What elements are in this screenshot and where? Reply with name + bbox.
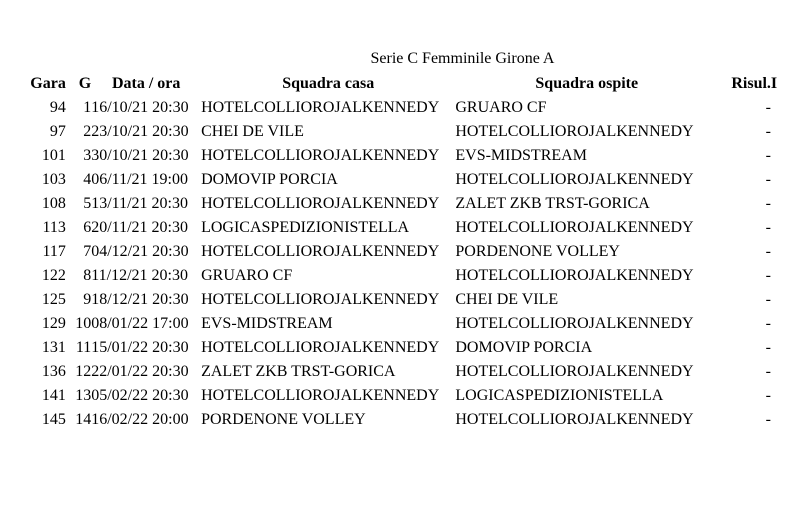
cell-squadra-casa: HOTELCOLLIOROJALKENNEDY [201,339,440,356]
header-risultato: Risul. [731,75,771,92]
fixtures-table [0,72,789,432]
cell-risultato: - [765,219,771,236]
cell-data-ora: 30/10/21 20:30 [91,147,189,164]
cell-gara: 141 [41,387,66,404]
cell-data-ora: 11/12/21 20:30 [91,267,188,284]
cell-squadra-casa: EVS-MIDSTREAM [201,315,333,332]
cell-giornata: 6 [83,219,92,236]
cell-squadra-casa: HOTELCOLLIOROJALKENNEDY [201,243,440,260]
cell-squadra-casa: HOTELCOLLIOROJALKENNEDY [201,195,440,212]
cell-data-ora: 06/11/21 19:00 [91,171,188,188]
cell-gara: 145 [41,411,66,428]
cell-squadra-casa: HOTELCOLLIOROJALKENNEDY [201,387,440,404]
page-title: Serie C Femminile Girone A [370,50,555,67]
cell-giornata: 4 [83,171,92,188]
cell-squadra-ospite: HOTELCOLLIOROJALKENNEDY [455,123,694,140]
cell-squadra-casa: CHEI DE VILE [201,123,304,140]
table-row [0,240,789,264]
cell-data-ora: 20/11/21 20:30 [91,219,188,236]
table-row [0,216,789,240]
cell-squadra-ospite: CHEI DE VILE [455,291,559,308]
cell-giornata: 1 [83,99,92,116]
cell-gara: 113 [42,219,66,236]
fixtures-body [0,96,789,432]
cell-giornata: 2 [83,123,92,140]
cell-squadra-ospite: HOTELCOLLIOROJALKENNEDY [455,363,694,380]
cell-squadra-ospite: HOTELCOLLIOROJALKENNEDY [455,267,694,284]
cell-squadra-ospite: PORDENONE VOLLEY [455,243,620,260]
cell-squadra-casa: GRUARO CF [201,267,293,284]
cell-giornata: 11 [75,339,92,356]
cell-giornata: 3 [83,147,92,164]
table-row [0,120,789,144]
cell-gara: 97 [49,123,66,140]
cell-giornata: 13 [75,387,92,404]
cell-data-ora: 22/01/22 20:30 [91,363,189,380]
cell-squadra-ospite: HOTELCOLLIOROJALKENNEDY [455,219,694,236]
cell-risultato: - [765,147,771,164]
cell-data-ora: 04/12/21 20:30 [91,243,189,260]
header-data-ora: Data / ora [111,75,181,92]
cell-squadra-ospite: LOGICASPEDIZIONISTELLA [455,387,664,404]
header-giornata: G [78,75,92,92]
cell-risultato: - [765,291,771,308]
cell-risultato: - [765,339,771,356]
cell-gara: 129 [41,315,66,332]
cell-gara: 94 [49,99,66,116]
table-row [0,288,789,312]
cell-squadra-casa: DOMOVIP PORCIA [201,171,338,188]
cell-risultato: - [765,243,771,260]
cell-risultato: - [765,171,771,188]
cell-squadra-casa: HOTELCOLLIOROJALKENNEDY [201,147,440,164]
cell-data-ora: 16/10/21 20:30 [91,99,189,116]
cell-data-ora: 23/10/21 20:30 [91,123,189,140]
cell-risultato: - [765,267,771,284]
cell-squadra-ospite: GRUARO CF [455,99,547,116]
cell-risultato: - [765,315,771,332]
cell-giornata: 12 [75,363,92,380]
cell-giornata: 10 [75,315,92,332]
cell-squadra-casa: PORDENONE VOLLEY [201,411,366,428]
cell-squadra-ospite: HOTELCOLLIOROJALKENNEDY [455,411,694,428]
cell-data-ora: 05/02/22 20:30 [91,387,189,404]
header-squadra-ospite: Squadra ospite [535,75,639,92]
cell-squadra-ospite: DOMOVIP PORCIA [455,339,593,356]
cell-data-ora: 13/11/21 20:30 [91,195,188,212]
header-squadra-casa: Squadra casa [282,75,375,92]
table-row [0,312,789,336]
cell-risultato: - [765,99,771,116]
cell-giornata: 14 [75,411,92,428]
header-cut-column: I [770,75,778,92]
cell-risultato: - [765,387,771,404]
cell-squadra-casa: LOGICASPEDIZIONISTELLA [201,219,410,236]
cell-data-ora: 16/02/22 20:00 [91,411,189,428]
cell-gara: 101 [41,147,66,164]
table-row [0,144,789,168]
table-row [0,408,789,432]
header-gara: Gara [30,75,66,92]
cell-squadra-ospite: EVS-MIDSTREAM [455,147,587,164]
cell-gara: 108 [41,195,66,212]
cell-risultato: - [765,123,771,140]
cell-gara: 117 [42,243,66,260]
table-row [0,336,789,360]
cell-squadra-ospite: HOTELCOLLIOROJALKENNEDY [455,171,694,188]
cell-data-ora: 15/01/22 20:30 [91,339,189,356]
cell-gara: 125 [41,291,66,308]
table-row [0,168,789,192]
cell-giornata: 5 [83,195,92,212]
cell-giornata: 8 [83,267,92,284]
table-row [0,96,789,120]
table-row [0,384,789,408]
cell-risultato: - [765,363,771,380]
cell-squadra-ospite: HOTELCOLLIOROJALKENNEDY [455,315,694,332]
cell-squadra-casa: HOTELCOLLIOROJALKENNEDY [201,99,440,116]
cell-risultato: - [765,411,771,428]
cell-giornata: 7 [83,243,92,260]
table-row [0,264,789,288]
cell-data-ora: 18/12/21 20:30 [91,291,189,308]
cell-squadra-casa: ZALET ZKB TRST-GORICA [201,363,396,380]
cell-giornata: 9 [83,291,92,308]
cell-gara: 103 [41,171,66,188]
cell-data-ora: 08/01/22 17:00 [91,315,189,332]
table-row [0,192,789,216]
cell-gara: 122 [41,267,66,284]
cell-squadra-casa: HOTELCOLLIOROJALKENNEDY [201,291,440,308]
cell-gara: 136 [41,363,66,380]
table-header-row [0,72,789,96]
cell-squadra-ospite: ZALET ZKB TRST-GORICA [455,195,650,212]
cell-risultato: - [765,195,771,212]
cell-gara: 131 [41,339,66,356]
table-row [0,360,789,384]
